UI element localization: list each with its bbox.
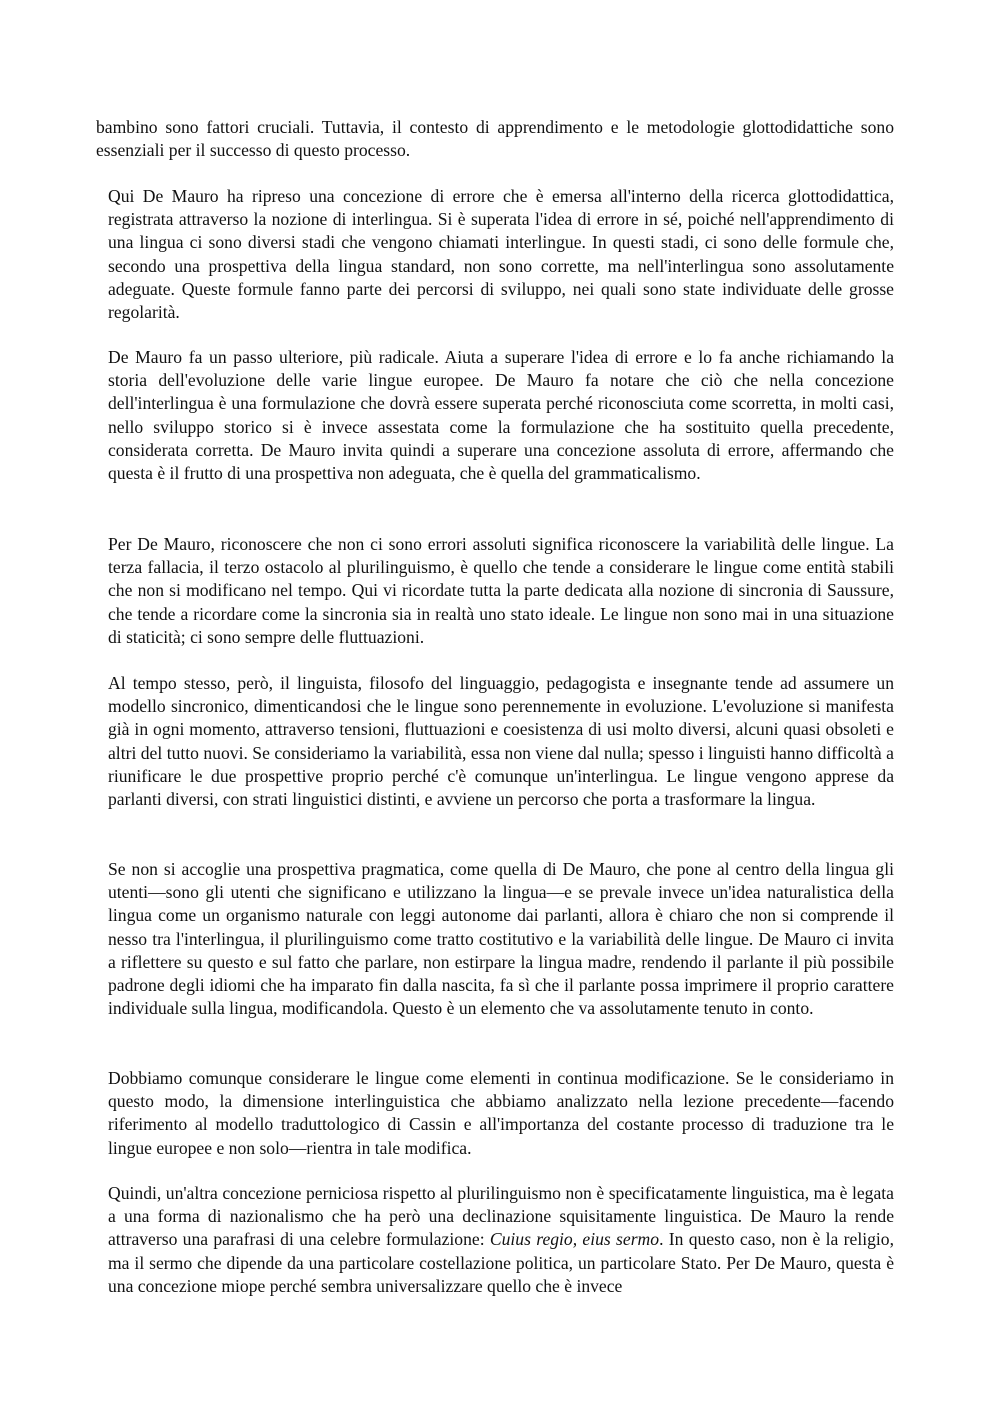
paragraph-continuous-modification: Dobbiamo comunque considerare le lingue come elementi in continua modificazione. Se le consideriamo in questo modo, la dimensione interlinguistica che abbiamo analizzato nella lezione precedente—facendo riferimento al modello traduttologico di Cassin e all'importanza del costante processo di traduzione tra le lingue europee e non solo—rientra in tale modifica. xyxy=(108,1068,894,1158)
paragraph-radical-step: De Mauro fa un passo ulteriore, più radicale. Aiuta a superare l'idea di errore e lo fa anche richiamando la storia dell'evoluzione delle varie lingue europee. De Mauro fa notare che ciò che nella concezione dell'interlingua è una formulazione che dovrà essere superata perché riconosciuta come scorretta, in molti casi, nello sviluppo storico si è invece assestata come la formulazione che ha sostituito quella precedente, considerata corretta. De Mauro invita quindi a superare una concezione assoluta di errore, affermando che questa è il frutto di una prospettiva non adeguata, che è quella del grammaticalismo. xyxy=(108,347,894,484)
paragraph-interlingua-error: Qui De Mauro ha ripreso una concezione di errore che è emersa all'interno della ricerca glottodidattica, registrata attraverso la nozione di interlingua. Si è superata l'idea di errore in sé, poiché nell'apprendimento di una lingua ci sono diversi stadi che vengono chiamati interlingue. In questi stadi, ci sono delle formule che, secondo una prospettiva della lingua standard, non sono corrette, ma nell'interlingua sono assolutamente adeguate. Queste formule fanno parte dei percorsi di sviluppo, nei quali sono state individuate delle grosse regolarità. xyxy=(108,186,894,323)
paragraph-continuation: bambino sono fattori cruciali. Tuttavia, il contesto di apprendimento e le metodologie glottodidattiche sono essenziali per il successo di questo processo. xyxy=(96,117,894,161)
paragraph-nationalism xyxy=(108,1182,894,1298)
paragraph-variability: Per De Mauro, riconoscere che non ci sono errori assoluti significa riconoscere la variabilità delle lingue. La terza fallacia, il terzo ostacolo al plurilinguismo, è quello che tende a considerare le lingue come entità stabili che non si modificano nel tempo. Qui vi ricordate tutta la parte dedicata alla nozione di sincronia di Saussure, che tende a ricordare come la sincronia sia in realtà uno stato ideale. Le lingue non sono mai in una situazione di staticità; ci sono sempre delle fluttuazioni. xyxy=(108,534,894,647)
latin-formula: Cuius regio, eius sermo xyxy=(489,1229,660,1250)
paragraph-synchronic-model: Al tempo stesso, però, il linguista, filosofo del linguaggio, pedagogista e insegnante tende ad assumere un modello sincronico, dimenticandosi che le lingue sono perennemente in evoluzione. L'evoluzione si manifesta già in ogni momento, attraverso tensioni, fluttuazioni e coesistenza di usi molto diversi, alcuni quasi obsoleti e altri del tutto nuovi. Se consideriamo la variabilità, essa non viene dal nulla; spesso i linguisti hanno difficoltà a riunificare le due prospettive proprio perché c'è comunque un'interlingua. Le lingue vengono apprese da parlanti diversi, con strati linguistici distinti, e avviene un percorso che porta a trasformare la lingua. xyxy=(108,673,894,810)
paragraph-pragmatic-perspective: Se non si accoglie una prospettiva pragmatica, come quella di De Mauro, che pone al centro della lingua gli utenti—sono gli utenti che significano e utilizzano la lingua—e se prevale invece un'idea naturalistica della lingua come un organismo naturale con leggi autonome dai parlanti, allora è chiaro che non si comprende il nesso tra l'interlingua, il plurilinguismo come tratto costitutivo e la variabilità delle lingue. De Mauro ci invita a riflettere su questo e sul fatto che parlare, non estirpare la lingua madre, rendendo il parlante il più possibile padrone degli idiomi che ha imparato fin dalla nascita, fa sì che il parlante possa imprimere il proprio carattere individuale sulla lingua, modificandola. Questo è un elemento che va assolutamente tenuto in conto. xyxy=(108,859,894,1019)
paragraph-nationalism-text-end: . In questo caso, non è la religio, ma il sermo che dipende da una particolare costellazione politica, un particolare Stato. Per De Mauro, questa è una concezione miope perché sembra universalizzare quello che è invece xyxy=(108,1229,894,1296)
paragraph-nationalism-text-start: Quindi, un'altra concezione perniciosa rispetto al plurilinguismo non è specificatamente linguistica, ma è legata a una forma di nazionalismo che ha però una declinazione squisitamente linguistica. De Mauro la rende attraverso una parafrasi di una celebre formulazione: xyxy=(108,1183,894,1250)
